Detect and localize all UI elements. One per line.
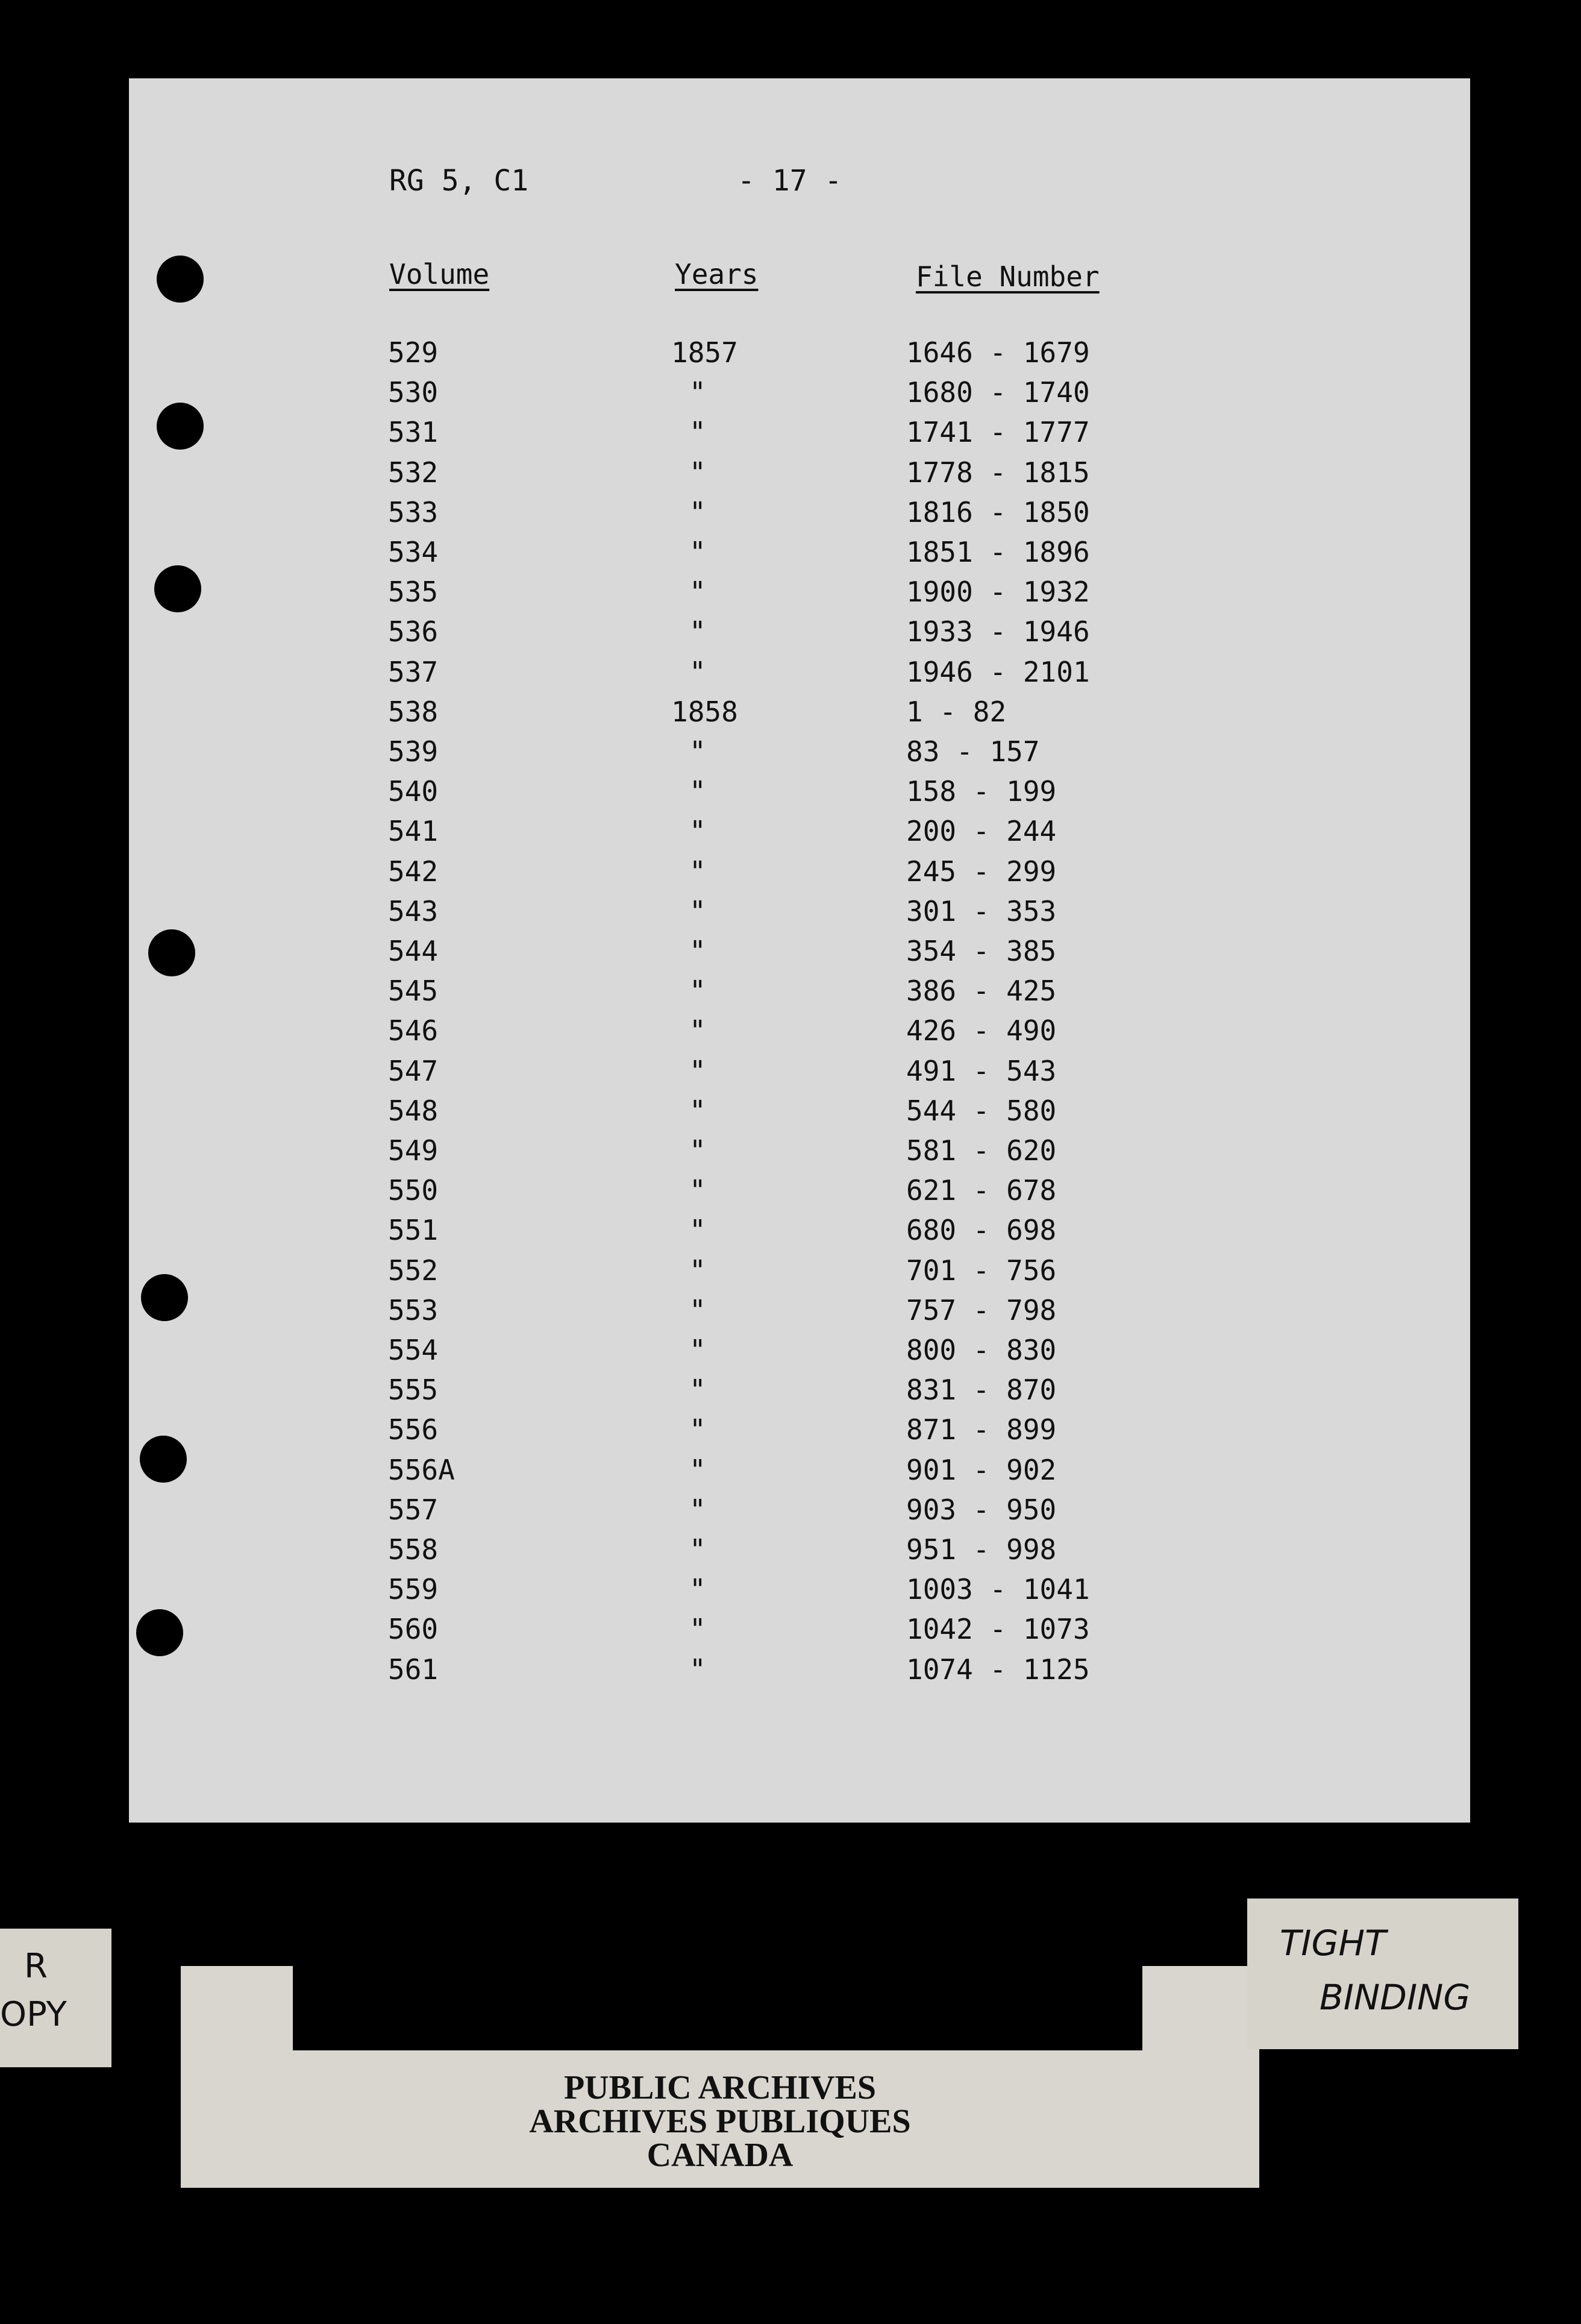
volume-cell: 548	[388, 1094, 439, 1127]
volume-cell: 540	[388, 775, 439, 808]
archive-stamp-line-1: PUBLIC ARCHIVES	[563, 2069, 877, 2106]
volume-cell: 532	[388, 456, 439, 489]
file-number-cell: 1 - 82	[906, 696, 1007, 728]
years-cell: "	[689, 1573, 706, 1606]
volume-cell: 529	[388, 336, 439, 369]
file-number-cell: 1074 - 1125	[906, 1653, 1090, 1686]
file-number-cell: 1680 - 1740	[906, 376, 1090, 409]
file-number-cell: 621 - 678	[906, 1174, 1057, 1207]
binder-hole	[157, 256, 204, 303]
years-cell: 1858	[671, 696, 738, 728]
table-row	[129, 1454, 1470, 1493]
years-cell: "	[689, 1613, 706, 1645]
binder-hole	[157, 403, 204, 450]
volume-cell: 538	[388, 696, 439, 728]
table-row	[129, 656, 1470, 696]
table-row	[129, 1094, 1470, 1134]
years-cell: "	[689, 1055, 706, 1087]
volume-cell: 545	[388, 975, 439, 1007]
handwritten-note-label	[1247, 1898, 1518, 2049]
file-number-cell: 903 - 950	[906, 1493, 1057, 1526]
years-cell: "	[689, 1493, 706, 1526]
years-cell: "	[689, 1334, 706, 1366]
file-number-cell: 701 - 756	[906, 1254, 1057, 1287]
table-row	[129, 1493, 1470, 1533]
table-row	[129, 1334, 1470, 1374]
binder-hole	[140, 1436, 187, 1483]
years-cell: "	[689, 1294, 706, 1327]
document-page	[129, 78, 1470, 1823]
volume-cell: 536	[388, 615, 439, 648]
table-row	[129, 1254, 1470, 1294]
years-cell: "	[689, 576, 706, 608]
table-row	[129, 1374, 1470, 1413]
table-row	[129, 975, 1470, 1014]
archive-stamp-line-3: CANADA	[646, 2137, 794, 2174]
volume-cell: 561	[388, 1653, 439, 1686]
binder-hole	[154, 565, 201, 612]
file-number-cell: 901 - 902	[906, 1454, 1057, 1486]
years-cell: "	[689, 456, 706, 489]
column-header-years: Years	[675, 258, 759, 290]
volume-cell: 542	[388, 855, 439, 888]
file-number-cell: 1946 - 2101	[906, 656, 1090, 688]
column-header-volume: Volume	[389, 258, 490, 290]
handwritten-note-line-2: BINDING	[1320, 1977, 1471, 2018]
file-number-cell: 871 - 899	[906, 1413, 1057, 1446]
file-number-cell: 680 - 698	[906, 1214, 1057, 1246]
volume-cell: 556A	[388, 1454, 455, 1486]
volume-cell: 556	[388, 1413, 439, 1446]
table-row	[129, 1174, 1470, 1214]
table-row	[129, 1573, 1470, 1613]
years-cell: "	[689, 496, 706, 529]
years-cell: "	[689, 1374, 706, 1406]
file-number-cell: 83 - 157	[906, 735, 1040, 768]
volume-cell: 552	[388, 1254, 439, 1287]
binder-hole	[136, 1609, 183, 1656]
record-group-reference: RG 5, C1	[389, 164, 529, 198]
volume-cell: 539	[388, 735, 439, 768]
table-row	[129, 456, 1470, 496]
volume-cell: 547	[388, 1055, 439, 1087]
years-cell: "	[689, 1214, 706, 1246]
file-number-cell: 245 - 299	[906, 855, 1057, 888]
handwritten-note-line-1: TIGHT	[1280, 1923, 1386, 1964]
file-number-cell: 1900 - 1932	[906, 576, 1090, 608]
binder-hole	[141, 1274, 188, 1321]
table-row	[129, 855, 1470, 895]
file-number-cell: 491 - 543	[906, 1055, 1057, 1087]
years-cell: "	[689, 1174, 706, 1207]
table-row	[129, 935, 1470, 975]
years-cell: "	[689, 1533, 706, 1566]
table-row	[129, 536, 1470, 576]
table-row	[129, 775, 1470, 815]
years-cell: "	[689, 775, 706, 808]
years-cell: "	[689, 536, 706, 568]
cropped-label	[0, 1929, 111, 2067]
file-number-cell: 1741 - 1777	[906, 416, 1090, 448]
table-row	[129, 696, 1470, 735]
table-row	[129, 1055, 1470, 1094]
file-number-cell: 1042 - 1073	[906, 1613, 1090, 1645]
volume-cell: 555	[388, 1374, 439, 1406]
file-number-cell: 158 - 199	[906, 775, 1057, 808]
volume-cell: 537	[388, 656, 439, 688]
volume-cell: 544	[388, 935, 439, 967]
file-number-cell: 200 - 244	[906, 815, 1057, 847]
table-row	[129, 615, 1470, 655]
table-row	[129, 376, 1470, 416]
file-number-cell: 800 - 830	[906, 1334, 1057, 1366]
volume-cell: 530	[388, 376, 439, 409]
years-cell: "	[689, 975, 706, 1007]
years-cell: "	[689, 1413, 706, 1446]
volume-cell: 550	[388, 1174, 439, 1207]
volume-cell: 534	[388, 536, 439, 568]
years-cell: "	[689, 735, 706, 768]
archive-stamp-window	[293, 1966, 1142, 2050]
file-number-cell: 1851 - 1896	[906, 536, 1090, 568]
years-cell: "	[689, 656, 706, 688]
volume-cell: 551	[388, 1214, 439, 1246]
table-row	[129, 735, 1470, 775]
cropped-label-line: R	[24, 1947, 48, 1986]
volume-cell: 553	[388, 1294, 439, 1327]
archive-stamp-line-2: ARCHIVES PUBLIQUES	[529, 2103, 911, 2140]
years-cell: "	[689, 615, 706, 648]
years-cell: "	[689, 1254, 706, 1287]
volume-cell: 533	[388, 496, 439, 529]
cropped-label-line: OPY	[0, 1995, 67, 2034]
file-number-cell: 831 - 870	[906, 1374, 1057, 1406]
table-row	[129, 336, 1470, 376]
table-row	[129, 815, 1470, 855]
table-row	[129, 1134, 1470, 1174]
years-cell: "	[689, 815, 706, 847]
table-row	[129, 496, 1470, 536]
years-cell: "	[689, 1014, 706, 1047]
years-cell: "	[689, 1653, 706, 1686]
years-cell: "	[689, 1094, 706, 1127]
years-cell: "	[689, 1454, 706, 1486]
years-cell: "	[689, 895, 706, 928]
file-number-cell: 1003 - 1041	[906, 1573, 1090, 1606]
years-cell: "	[689, 1134, 706, 1167]
volume-cell: 535	[388, 576, 439, 608]
table-row	[129, 1533, 1470, 1573]
years-cell: "	[689, 376, 706, 409]
file-number-cell: 1646 - 1679	[906, 336, 1090, 369]
volume-cell: 557	[388, 1493, 439, 1526]
table-row	[129, 1653, 1470, 1693]
table-row	[129, 1613, 1470, 1653]
years-cell: 1857	[671, 336, 738, 369]
file-number-cell: 757 - 798	[906, 1294, 1057, 1327]
file-number-cell: 426 - 490	[906, 1014, 1057, 1047]
file-number-cell: 544 - 580	[906, 1094, 1057, 1127]
volume-cell: 531	[388, 416, 439, 448]
column-header-file-number: File Number	[916, 260, 1100, 293]
volume-cell: 543	[388, 895, 439, 928]
binder-hole	[148, 929, 195, 976]
table-row	[129, 1214, 1470, 1254]
file-number-cell: 581 - 620	[906, 1134, 1057, 1167]
file-number-cell: 951 - 998	[906, 1533, 1057, 1566]
volume-cell: 560	[388, 1613, 439, 1645]
file-number-cell: 386 - 425	[906, 975, 1057, 1007]
file-number-cell: 354 - 385	[906, 935, 1057, 967]
table-row	[129, 1294, 1470, 1334]
volume-cell: 558	[388, 1533, 439, 1566]
volume-cell: 559	[388, 1573, 439, 1606]
file-number-cell: 1778 - 1815	[906, 456, 1090, 489]
years-cell: "	[689, 855, 706, 888]
table-row	[129, 895, 1470, 935]
volume-cell: 549	[388, 1134, 439, 1167]
file-number-cell: 1816 - 1850	[906, 496, 1090, 529]
table-row	[129, 416, 1470, 456]
table-row	[129, 1413, 1470, 1453]
volume-cell: 554	[388, 1334, 439, 1366]
volume-cell: 546	[388, 1014, 439, 1047]
years-cell: "	[689, 416, 706, 448]
file-number-cell: 301 - 353	[906, 895, 1057, 928]
file-number-cell: 1933 - 1946	[906, 615, 1090, 648]
years-cell: "	[689, 935, 706, 967]
table-row	[129, 1014, 1470, 1054]
volume-cell: 541	[388, 815, 439, 847]
table-row	[129, 576, 1470, 615]
page-number: - 17 -	[737, 164, 842, 198]
